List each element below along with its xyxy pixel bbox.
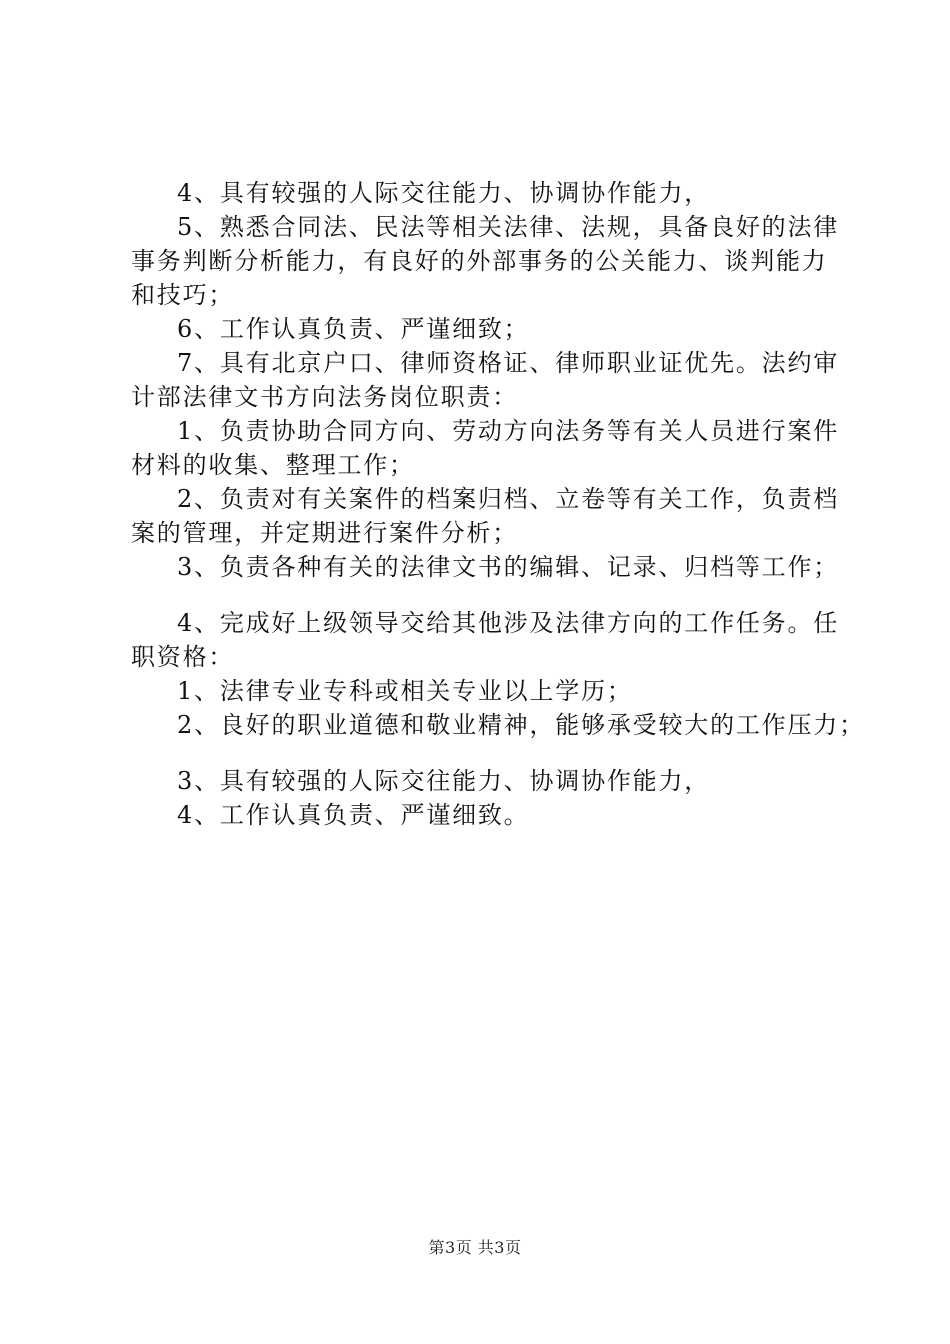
text-line: 事务判断分析能力，有良好的外部事务的公关能力、谈判能力 [131,247,828,275]
text-line: 1、法律专业专科或相关专业以上学历； [177,677,633,705]
text-line: 3、具有较强的人际交往能力、协调协作能力， [177,767,711,795]
page-number-footer: 第3页 共3页 [428,1238,522,1257]
text-line: 案的管理，并定期进行案件分析； [131,519,518,547]
text-line: 4、工作认真负责、严谨细致。 [177,801,530,829]
text-line: 6、工作认真负责、严谨细致； [177,315,530,343]
text-line: 计部法律文书方向法务岗位职责： [131,383,518,411]
text-line: 4、具有较强的人际交往能力、协调协作能力， [177,179,711,207]
text-line: 2、负责对有关案件的档案归档、立卷等有关工作，负责档 [177,485,840,513]
text-line: 5、熟悉合同法、民法等相关法律、法规，具备良好的法律 [177,213,840,241]
text-line: 2、良好的职业道德和敬业精神，能够承受较大的工作压力； [177,711,865,739]
text-line: 4、完成好上级领导交给其他涉及法律方向的工作任务。任 [177,609,840,637]
text-line: 材料的收集、整理工作； [131,451,415,479]
text-line: 和技巧； [131,281,235,309]
text-line: 7、具有北京户口、律师资格证、律师职业证优先。法约审 [177,349,840,377]
text-line: 职资格： [131,643,235,671]
text-line: 1、负责协助合同方向、劳动方向法务等有关人员进行案件 [177,417,840,445]
text-line: 3、负责各种有关的法律文书的编辑、记录、归档等工作； [177,553,840,581]
